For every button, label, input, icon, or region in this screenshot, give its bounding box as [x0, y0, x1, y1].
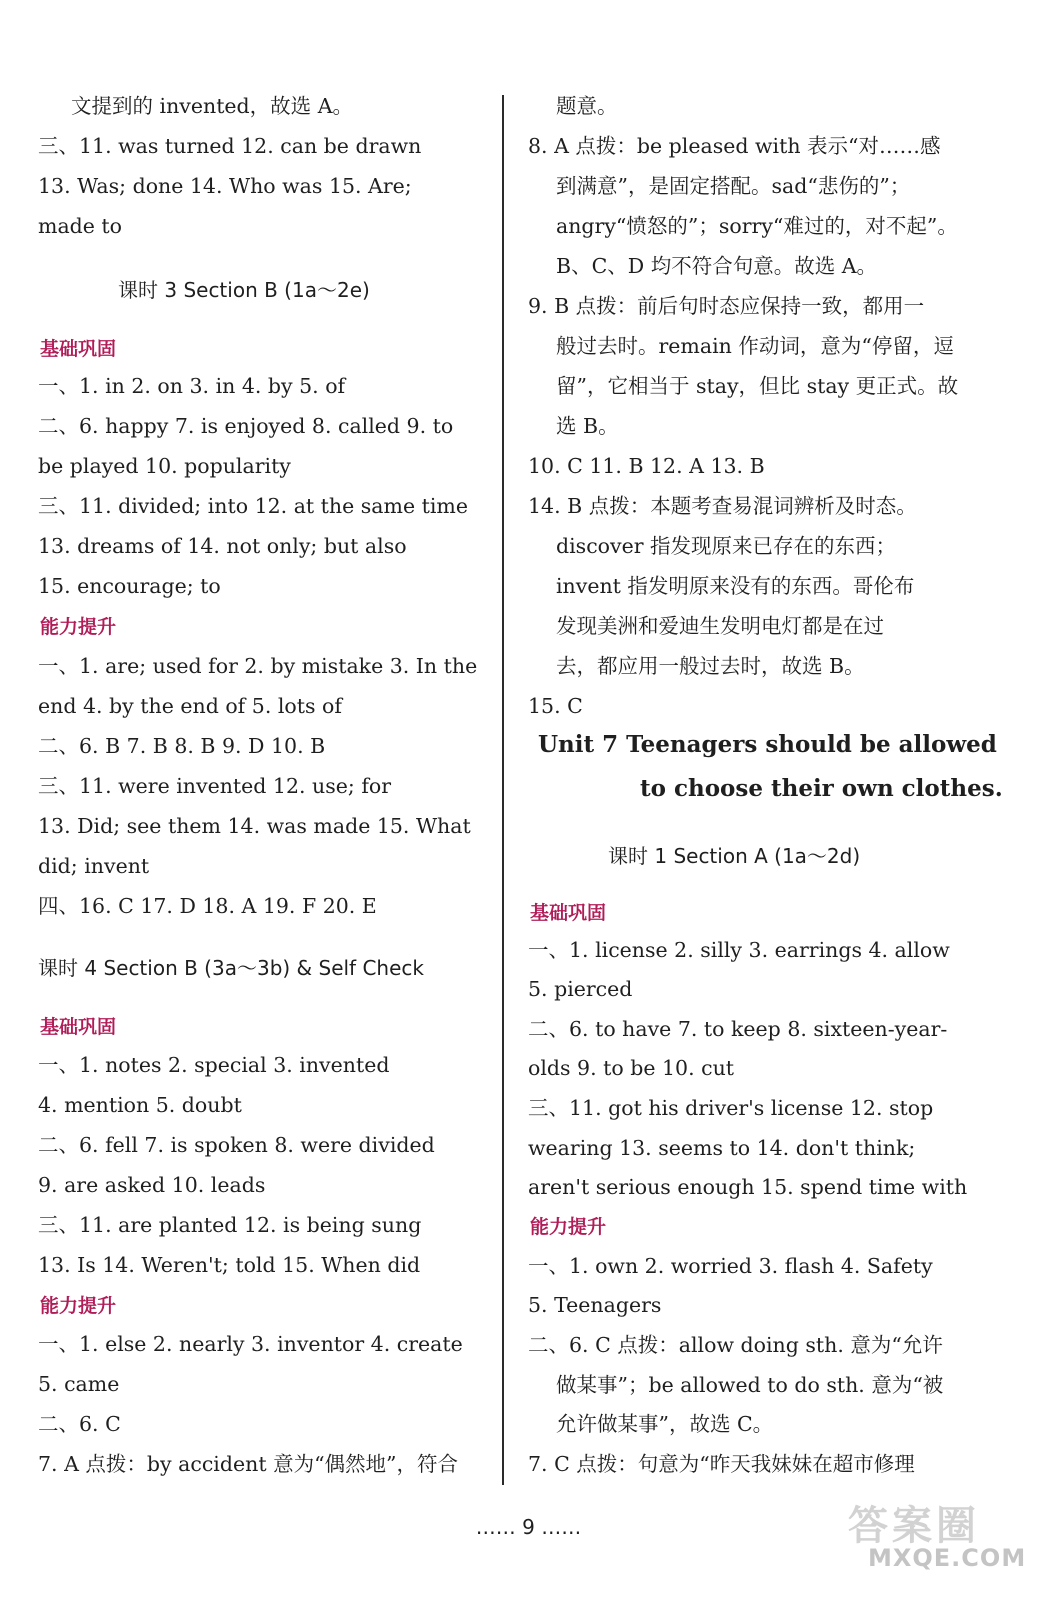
answer-line: 选 B。	[556, 414, 619, 438]
subheading: 能力提升	[530, 1216, 607, 1238]
subheading: 能力提升	[40, 616, 117, 638]
answer-line: aren't serious enough 15. spend time with	[528, 1175, 968, 1199]
answer-line: angry“愤怒的”；sorry“难过的，对不起”。	[556, 214, 958, 238]
left-column	[38, 0, 490, 1520]
answer-line: 三、11. divided; into 12. at the same time	[38, 494, 468, 518]
answer-line: 二、6. B 7. B 8. B 9. D 10. B	[38, 734, 326, 758]
answer-line: 三、11. were invented 12. use; for	[38, 774, 392, 798]
answer-line: 7. A 点拨：by accident 意为“偶然地”，符合	[38, 1452, 459, 1476]
answer-line: 15. encourage; to	[38, 574, 221, 598]
answer-line: 9. are asked 10. leads	[38, 1173, 266, 1197]
answer-line: 发现美洲和爱迪生发明电灯都是在过	[556, 614, 884, 638]
section-heading: 课时 1 Section A (1a～2d)	[608, 844, 861, 868]
answer-line: 9. B 点拨：前后句时态应保持一致，都用一	[528, 294, 925, 318]
answer-line: 二、6. C	[38, 1412, 121, 1436]
answer-line: 一、1. license 2. silly 3. earrings 4. allow	[528, 938, 950, 962]
answer-line: 10. C 11. B 12. A 13. B	[528, 454, 765, 478]
answer-line: 13. Was; done 14. Who was 15. Are;	[38, 174, 412, 198]
right-column	[528, 0, 1003, 1520]
subheading: 基础巩固	[530, 902, 607, 924]
unit-title-line1: Unit 7 Teenagers should be allowed	[538, 731, 997, 758]
answer-line: 留”，它相当于 stay，但比 stay 更正式。故	[556, 374, 959, 398]
answer-line: 一、1. in 2. on 3. in 4. by 5. of	[38, 374, 346, 398]
answer-line: 13. Is 14. Weren't; told 15. When did	[38, 1253, 421, 1277]
answer-line: 三、11. are planted 12. is being sung	[38, 1213, 422, 1237]
answer-line: 15. C	[528, 694, 583, 718]
subheading: 基础巩固	[40, 338, 117, 360]
answer-line: end 4. by the end of 5. lots of	[38, 694, 342, 718]
answer-line: 5. came	[38, 1372, 120, 1396]
answer-line: 14. B 点拨：本题考查易混词辨析及时态。	[528, 494, 917, 518]
section-heading: 课时 3 Section B (1a～2e)	[118, 278, 370, 302]
section-heading: 课时 4 Section B (3a～3b) & Self Check	[38, 956, 424, 980]
answer-line: 二、6. to have 7. to keep 8. sixteen-year-	[528, 1017, 948, 1041]
answer-line: 一、1. notes 2. special 3. invented	[38, 1053, 390, 1077]
answer-line: 到满意”，是固定搭配。sad“悲伤的”；	[556, 174, 911, 198]
answer-line: be played 10. popularity	[38, 454, 291, 478]
watermark-text: 答案圈	[848, 1503, 980, 1549]
answer-line: made to	[38, 214, 123, 238]
answer-line: 7. C 点拨：句意为“昨天我妹妹在超市修理	[528, 1452, 915, 1476]
answer-line: 文提到的 invented，故选 A。	[71, 94, 354, 118]
answer-line: 5. Teenagers	[528, 1293, 662, 1317]
answer-line: B、C、D 均不符合句意。故选 A。	[556, 254, 878, 278]
answer-line: wearing 13. seems to 14. don't think;	[528, 1136, 916, 1160]
page-number: …… 9 ……	[475, 1515, 582, 1539]
watermark-logo	[838, 1492, 1038, 1582]
answer-line: 13. dreams of 14. not only; but also	[38, 534, 407, 558]
answer-line: invent 指发明原来没有的东西。哥伦布	[556, 574, 915, 598]
unit-title-line2: to choose their own clothes.	[640, 775, 1003, 802]
answer-line: discover 指发现原来已存在的东西；	[556, 534, 897, 558]
answer-line: 般过去时。remain 作动词，意为“停留，逗	[556, 334, 954, 358]
column-divider	[502, 95, 504, 1485]
answer-line: 4. mention 5. doubt	[38, 1093, 242, 1117]
answer-line: 一、1. else 2. nearly 3. inventor 4. create	[38, 1332, 463, 1356]
answer-line: did; invent	[38, 854, 150, 878]
answer-line: 允许做某事”，故选 C。	[556, 1412, 774, 1436]
answer-line: 13. Did; see them 14. was made 15. What	[38, 814, 471, 838]
answer-line: 三、11. was turned 12. can be drawn	[38, 134, 422, 158]
answer-line: olds 9. to be 10. cut	[528, 1056, 735, 1080]
answer-line: 题意。	[556, 94, 618, 118]
watermark-url: MXQE.COM	[868, 1544, 1027, 1572]
answer-line: 二、6. C 点拨：allow doing sth. 意为“允许	[528, 1333, 943, 1357]
answer-line: 二、6. happy 7. is enjoyed 8. called 9. to	[38, 414, 454, 438]
answer-line: 二、6. fell 7. is spoken 8. were divided	[38, 1133, 435, 1157]
answer-line: 四、16. C 17. D 18. A 19. F 20. E	[38, 894, 377, 918]
answer-line: 一、1. are; used for 2. by mistake 3. In the	[38, 654, 478, 678]
answer-line: 做某事”；be allowed to do sth. 意为“被	[556, 1373, 944, 1397]
answer-line: 一、1. own 2. worried 3. flash 4. Safety	[528, 1254, 933, 1278]
answer-line: 三、11. got his driver's license 12. stop	[528, 1096, 934, 1120]
subheading: 基础巩固	[40, 1016, 117, 1038]
answer-line: 8. A 点拨：be pleased with 表示“对……感	[528, 134, 941, 158]
subheading: 能力提升	[40, 1295, 117, 1317]
answer-line: 去，都应用一般过去时，故选 B。	[556, 654, 865, 678]
answer-line: 5. pierced	[528, 977, 633, 1001]
